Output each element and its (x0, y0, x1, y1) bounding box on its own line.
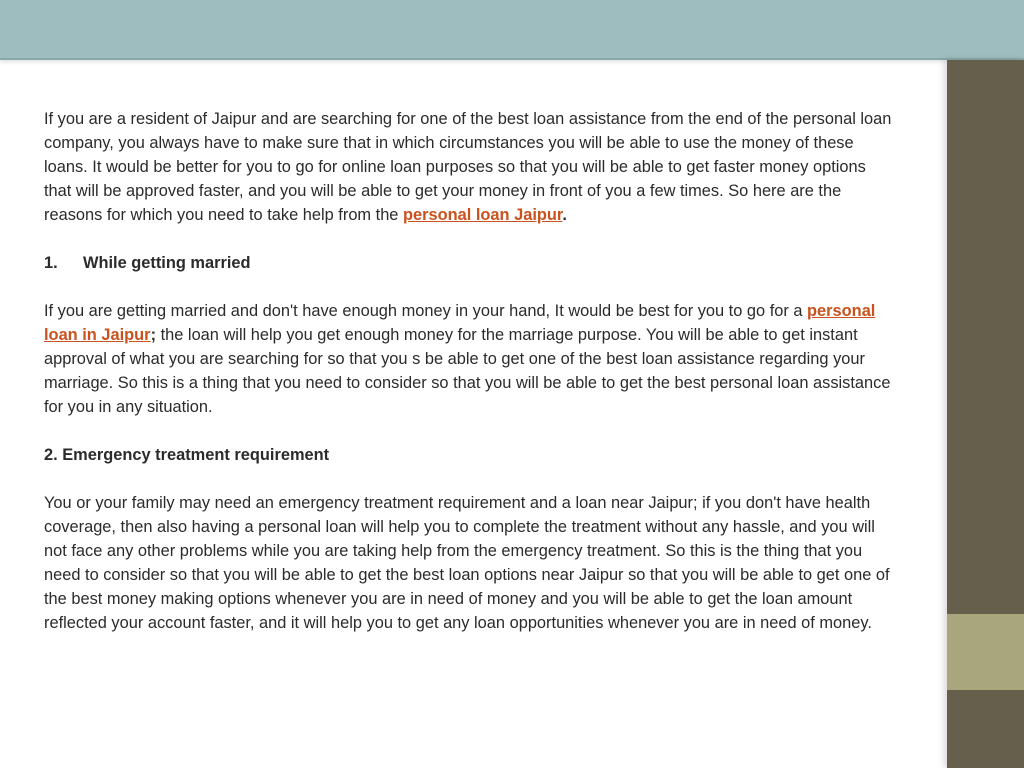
married-paragraph (44, 299, 894, 419)
married-text-before: If you are getting married and don't have enough money in your hand, It would be best for you to go for a (44, 302, 808, 320)
header-bar (0, 0, 1024, 60)
emergency-paragraph: You or your family may need an emergency treatment requirement and a loan near Jaipur; if you don't have health coverage, then also having a personal loan will help you to complete the treatment without any hassle, and you will not face any other problems while you are taking help from the emergency treatment. So this is the thing that you need to consider so that you will be able to get the best loan options near Jaipur so that you will be able to get one of the best money making options whenever you are in need of money and you will be able to get the loan amount reflected your account faster, and it will help you to get any loan opportunities whenever you are in need of money. (44, 494, 890, 632)
intro-paragraph (44, 107, 894, 227)
side-accent-block (947, 614, 1024, 690)
heading-number: 1. (44, 254, 58, 272)
intro-text: If you are a resident of Jaipur and are searching for one of the best loan assistance from the end of the personal loan company, you always have to make sure that in which circumstances you will be able to use the money of these loans. It would be better for you to go for online loan purposes so that you will be able to get faster money options that will be approved faster, and you will be able to get your money in front of you a few times. So here are the reasons for which you need to take help from the (44, 110, 892, 224)
personal-loan-in-jaipur-link[interactable]: personal loan in Jaipur (44, 302, 876, 344)
article-body (44, 107, 894, 659)
heading-text: While getting married (83, 254, 251, 272)
married-semicolon: ; (150, 326, 157, 344)
personal-loan-jaipur-link[interactable]: personal loan Jaipur (402, 206, 563, 224)
section-heading-married (44, 251, 894, 275)
intro-period: . (562, 206, 567, 224)
married-text-after: the loan will help you get enough money for the marriage purpose. You will be able to get instant approval of what you are searching for so that you s be able to get one of the best loan assistance regarding your marriage. So this is a thing that you need to consider so that you will be able to get the best personal loan assistance for you in any situation. (44, 326, 891, 416)
section-heading-emergency: 2. Emergency treatment requirement (44, 446, 330, 464)
